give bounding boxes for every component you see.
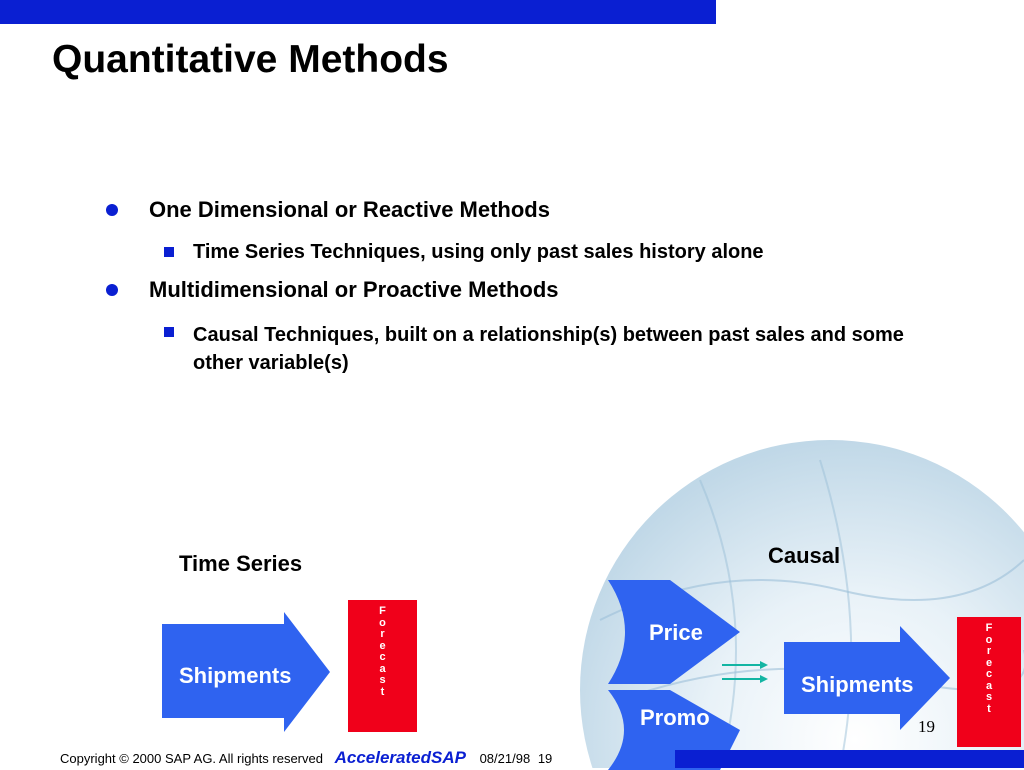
- bullet-level1-text: Multidimensional or Proactive Methods: [149, 277, 559, 302]
- footer-brand-logo: AcceleratedSAP: [334, 748, 466, 767]
- causal-caption: Causal: [768, 543, 841, 568]
- forecast-letter: o: [379, 616, 386, 629]
- forecast-letter: t: [987, 702, 991, 715]
- forecast-letter: t: [380, 685, 385, 698]
- slide-title: Quantitative Methods: [52, 38, 449, 81]
- time-series-arrow-label: Shipments: [179, 663, 292, 688]
- page-number: 19: [918, 717, 935, 736]
- forecast-letter: r: [380, 628, 385, 640]
- footer: [60, 748, 552, 768]
- time-series-forecast-box: [348, 600, 417, 732]
- forecast-letter: s: [379, 674, 386, 686]
- forecast-letter: e: [985, 656, 993, 669]
- causal-forecast-box: [957, 617, 1021, 747]
- footer-page: 19: [537, 751, 553, 766]
- forecast-letter: s: [985, 691, 993, 703]
- bullet-level1-text: One Dimensional or Reactive Methods: [149, 197, 550, 222]
- footer-date: 08/21/98: [479, 751, 531, 766]
- causal-arrow-label: Shipments: [801, 672, 914, 697]
- promo-input-label: Promo: [640, 705, 710, 730]
- price-input-label: Price: [649, 620, 703, 645]
- forecast-letter: c: [379, 651, 386, 663]
- causal-link-arrows: [720, 658, 770, 686]
- time-series-caption: Time Series: [179, 551, 303, 576]
- forecast-letter: F: [985, 622, 993, 634]
- forecast-letter: r: [986, 645, 992, 657]
- forecast-letter: o: [985, 633, 993, 646]
- forecast-letter: a: [985, 679, 993, 692]
- forecast-letter: c: [985, 668, 993, 680]
- forecast-letter: F: [379, 605, 386, 617]
- bullet-level2-text: Time Series Techniques, using only past sales history alone: [193, 241, 764, 263]
- footer-copyright: Copyright © 2000 SAP AG. All rights reserved: [60, 751, 323, 766]
- bottom-accent-bar: [675, 750, 1024, 768]
- forecast-letter: e: [379, 639, 386, 652]
- bullet-level2-text: Causal Techniques, built on a relationship(s) between past sales and some other variable(s): [193, 324, 904, 374]
- forecast-letter: a: [379, 662, 386, 675]
